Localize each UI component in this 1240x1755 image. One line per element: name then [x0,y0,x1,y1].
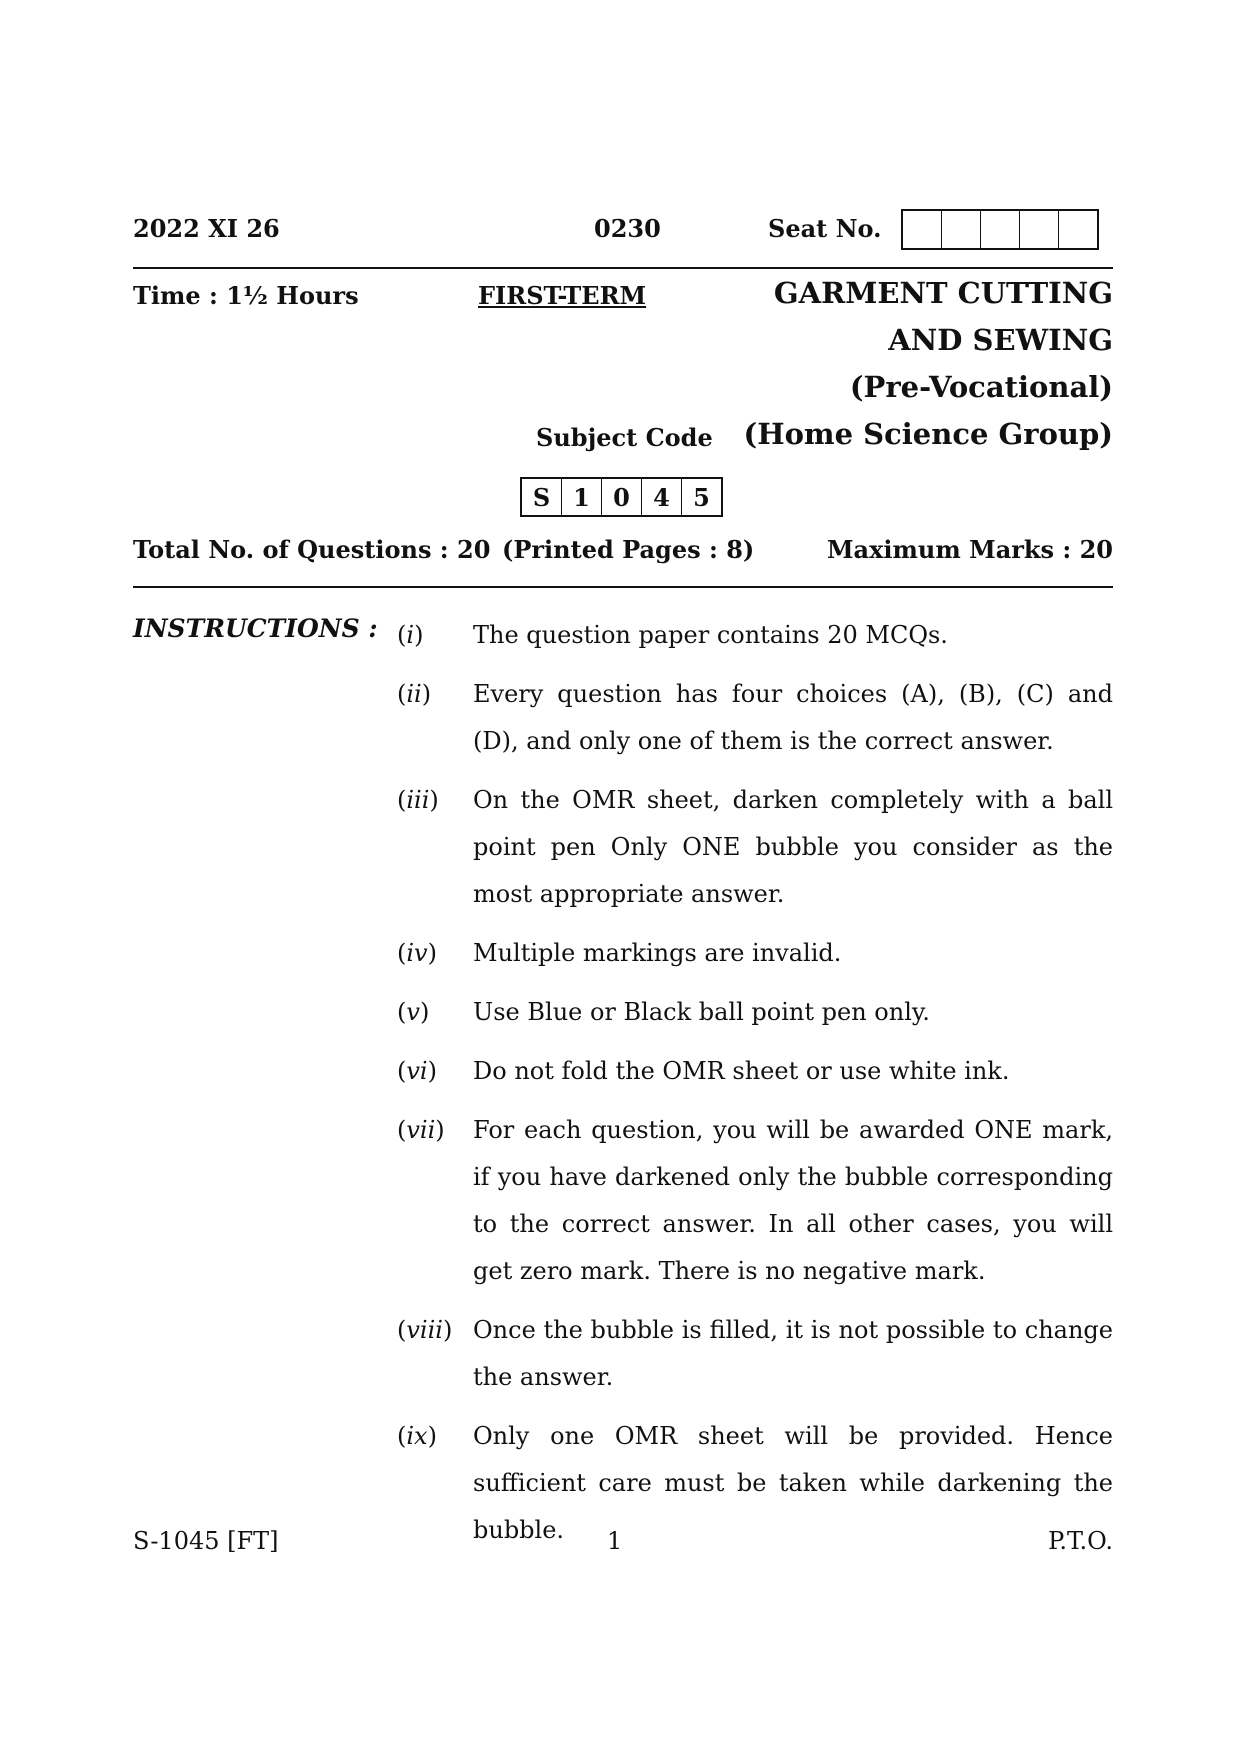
seat-number-label: Seat No. [768,214,882,243]
instruction-text: Multiple markings are invalid. [473,939,842,967]
seat-number-box[interactable] [1059,211,1097,248]
exam-code: 2022 XI 26 [133,214,280,243]
instruction-numeral: viii [406,1316,443,1344]
pto-label: P.T.O. [1048,1527,1113,1555]
meta-divider [133,586,1113,588]
instruction-item [397,671,1113,765]
instruction-numeral: ii [406,680,422,708]
instruction-item [397,930,1113,977]
instructions-list [397,612,1113,1566]
subject-line-1: GARMENT CUTTING [773,276,1113,310]
instruction-number: (v) [397,998,430,1026]
instruction-numeral: v [406,998,420,1026]
instruction-numeral: ix [406,1422,428,1450]
subject-code-char: 0 [602,479,642,515]
instruction-text: Every question has four choices (A), (B), (C) and (D), and only one of them is the correct answer. [473,680,1113,755]
instruction-text: On the OMR sheet, darken completely with a ball point pen Only ONE bubble you consider as the most appropriate answer. [473,786,1113,908]
seat-number-box[interactable] [981,211,1020,248]
instruction-item [397,1307,1113,1401]
instruction-number: (iii) [397,786,439,814]
exam-term: FIRST-TERM [478,281,647,310]
instruction-number: (viii) [397,1316,453,1344]
instruction-text: For each question, you will be awarded ONE mark, if you have darkened only the bubble corresponding to the correct answer. In all other cases, you will get zero mark. There is no negative mark. [473,1116,1113,1285]
header-divider [133,267,1113,269]
subject-code-boxes [520,477,723,517]
printed-pages: (Printed Pages : 8) [502,535,755,564]
instruction-item [397,1413,1113,1554]
instruction-text: Only one OMR sheet will be provided. Hence sufficient care must be taken while darkening the bubble. [473,1422,1113,1544]
seat-number-boxes[interactable] [901,209,1099,250]
instruction-item [397,777,1113,918]
seat-number-box[interactable] [1020,211,1059,248]
subject-code-label: Subject Code [536,423,713,452]
instruction-number: (ii) [397,680,432,708]
subject-line-2: AND SEWING [888,323,1113,357]
subject-line-3: (Pre-Vocational) [849,370,1113,404]
instruction-item [397,612,1113,659]
instruction-number: (i) [397,621,424,649]
instruction-numeral: iii [406,786,430,814]
total-questions: Total No. of Questions : 20 [133,535,491,564]
instruction-numeral: vii [406,1116,436,1144]
instruction-number: (ix) [397,1422,437,1450]
subject-title [743,270,1113,458]
instruction-item [397,989,1113,1036]
instruction-number: (iv) [397,939,437,967]
instruction-text: Once the bubble is filled, it is not possible to change the answer. [473,1316,1113,1391]
subject-code-char: 1 [562,479,602,515]
maximum-marks: Maximum Marks : 20 [826,535,1113,564]
instruction-numeral: vi [406,1057,428,1085]
instruction-numeral: iv [406,939,428,967]
paper-id: S-1045 [FT] [133,1527,279,1555]
instruction-number: (vii) [397,1116,445,1144]
instruction-item [397,1107,1113,1295]
instruction-numeral: i [406,621,415,649]
subject-code-char: S [522,479,562,515]
subject-code-char: 4 [642,479,682,515]
paper-code: 0230 [594,214,661,243]
instruction-text: Do not fold the OMR sheet or use white ink. [473,1057,1010,1085]
instruction-item [397,1048,1113,1095]
seat-number-box[interactable] [903,211,942,248]
seat-number-box[interactable] [942,211,981,248]
subject-code-char: 5 [693,482,710,512]
instruction-text: Use Blue or Black ball point pen only. [473,998,930,1026]
page-number: 1 [607,1527,623,1555]
instruction-number: (vi) [397,1057,437,1085]
instruction-text: The question paper contains 20 MCQs. [473,621,948,649]
exam-duration: Time : 1½ Hours [133,281,359,310]
instructions-heading: INSTRUCTIONS : [133,614,378,643]
subject-line-4: (Home Science Group) [743,417,1113,451]
